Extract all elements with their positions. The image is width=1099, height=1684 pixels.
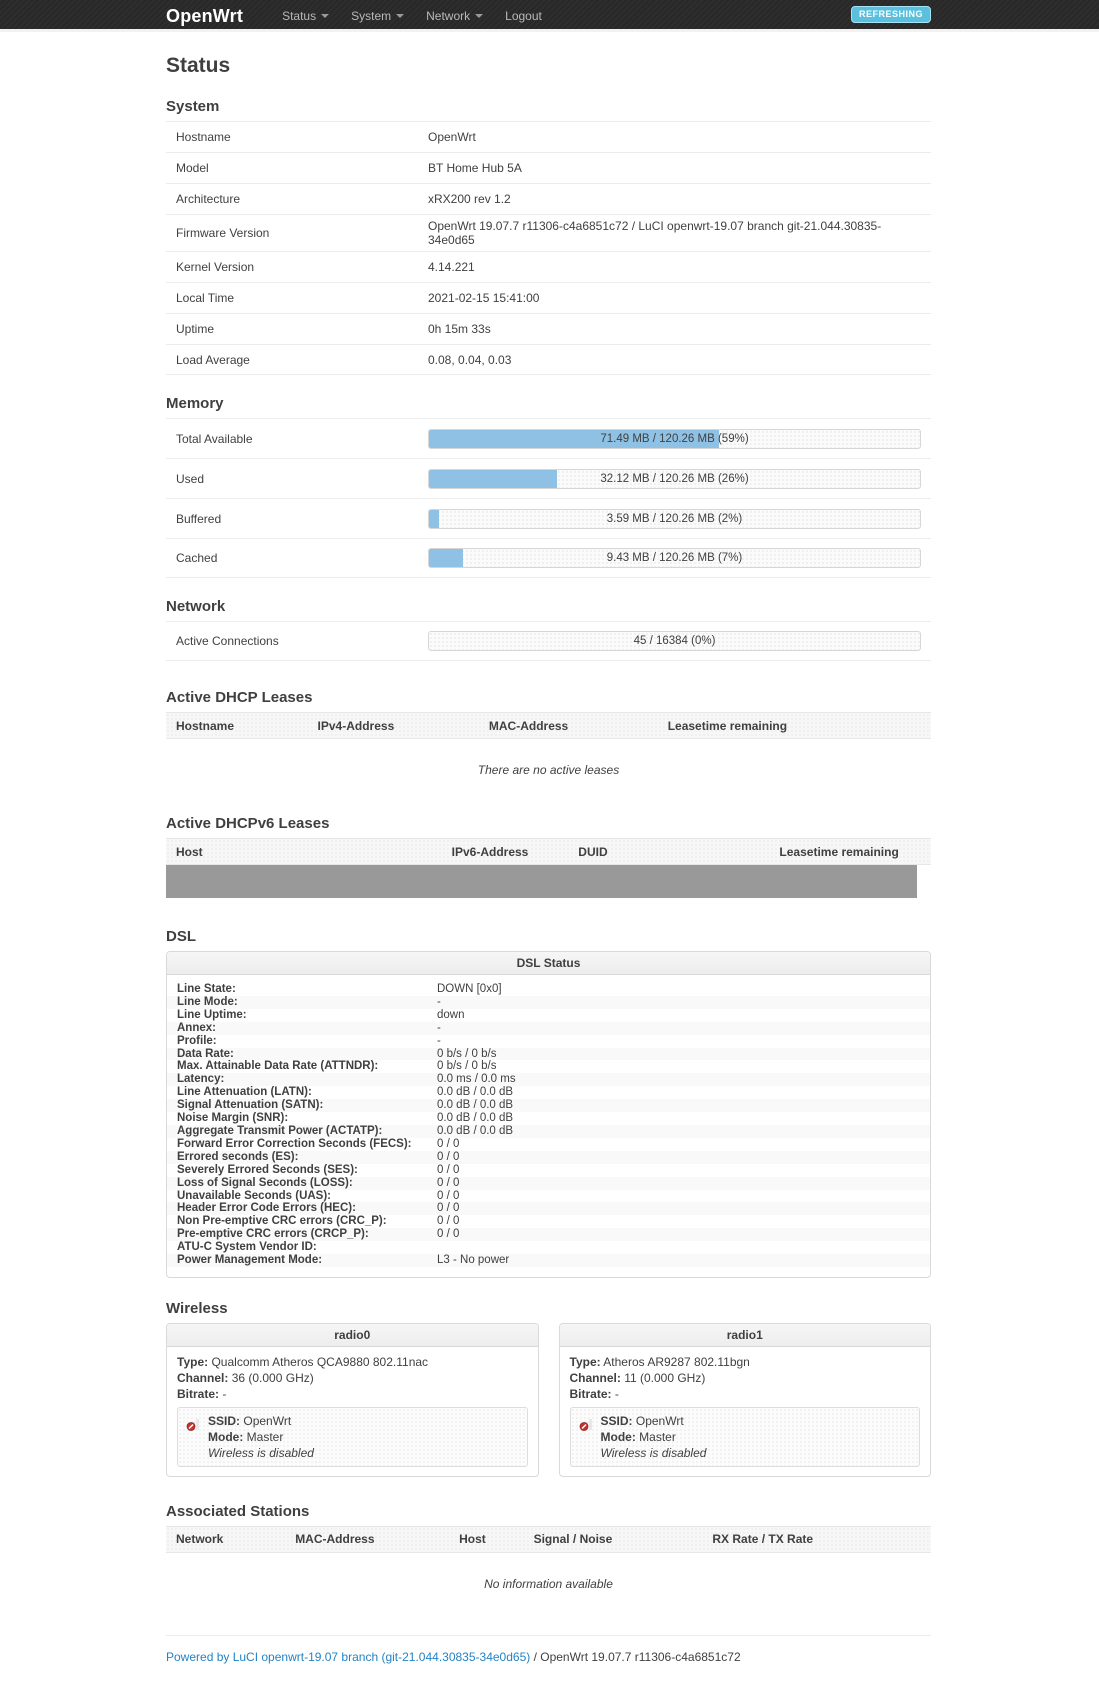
dsl-row-label: Data Rate: — [177, 1047, 234, 1060]
dsl-row-value: 0.0 dB / 0.0 dB — [437, 1124, 514, 1137]
bitrate-value: - — [614, 1386, 619, 1401]
dsl-row-label: Aggregate Transmit Power (ACTATP): — [177, 1124, 383, 1137]
dsl-row-label: Loss of Signal Seconds (LOSS): — [177, 1176, 353, 1189]
ssid-label: SSID: — [600, 1413, 633, 1428]
dsl-status-body — [167, 975, 930, 1277]
dhcpv6-leases-table — [166, 838, 931, 898]
dsl-status-panel — [166, 951, 931, 1278]
nav-link-status[interactable] — [271, 0, 340, 32]
section-heading-network: Network — [166, 598, 226, 615]
dsl-row-label: Non Pre-emptive CRC errors (CRC_P): — [177, 1215, 387, 1228]
nav-item-status — [271, 0, 340, 32]
dsl-row — [167, 1035, 930, 1048]
dsl-row — [167, 1112, 930, 1125]
dhcp-header-cell: Leasetime remaining — [667, 718, 788, 733]
dsl-row-label: Annex: — [177, 1021, 216, 1034]
dsl-status-panel-title: DSL Status — [167, 952, 930, 975]
dsl-row-value: 0 / 0 — [437, 1202, 460, 1215]
dhcpv6-leases-header-row — [166, 838, 931, 865]
dsl-row — [167, 1022, 930, 1035]
dsl-row — [167, 1138, 930, 1151]
dsl-row-value: - — [437, 995, 441, 1008]
dsl-row — [167, 1202, 930, 1215]
dsl-row-label: Latency: — [177, 1073, 225, 1086]
radio1-ssid — [601, 1414, 684, 1428]
dsl-row — [167, 1073, 930, 1086]
radio0-disabled-note: Wireless is disabled — [208, 1445, 314, 1460]
type-value: Qualcomm Atheros QCA9880 802.11nac — [211, 1354, 429, 1369]
radio0-mode — [208, 1430, 283, 1444]
stations-header-cell: Host — [459, 1532, 486, 1547]
dsl-row-value: 0 / 0 — [437, 1228, 460, 1241]
dsl-row-label: Max. Attainable Data Rate (ATTNDR): — [177, 1060, 379, 1073]
dsl-row-label: Line State: — [177, 983, 236, 995]
nav-link-label: Logout — [505, 9, 542, 23]
mode-label: Mode: — [600, 1429, 636, 1444]
dsl-row — [167, 1164, 930, 1177]
dsl-row-label: Unavailable Seconds (UAS): — [177, 1189, 332, 1202]
dsl-row-value: 0.0 ms / 0.0 ms — [437, 1073, 516, 1086]
memory-row-label: Buffered — [176, 511, 222, 526]
dsl-row-value: 0 / 0 — [437, 1150, 460, 1163]
dsl-row — [167, 1060, 930, 1073]
dsl-row-value: 0 / 0 — [437, 1137, 460, 1150]
section-heading-wireless: Wireless — [166, 1299, 228, 1317]
type-label: Type: — [569, 1354, 601, 1369]
section-heading-system: System — [166, 98, 220, 115]
section-heading-dsl: DSL — [166, 928, 196, 945]
dsl-row-label: Severely Errored Seconds (SES): — [177, 1163, 358, 1176]
nav-item-network — [415, 0, 494, 32]
dsl-row — [167, 996, 930, 1009]
memory-row-progressbar — [428, 509, 921, 529]
dsl-row — [167, 983, 930, 996]
memory-row-label: Used — [176, 471, 205, 486]
dhcp-leases-table — [166, 712, 931, 795]
radio1-title: radio1 — [560, 1324, 931, 1347]
system-row-label: Model — [176, 161, 209, 175]
page-title: Status — [166, 54, 231, 77]
dhcpv6-header-cell: Leasetime remaining — [779, 844, 899, 859]
nav-link-logout[interactable] — [494, 0, 553, 32]
radio0-ssid-box[interactable] — [177, 1407, 528, 1467]
nav-link-label: System — [351, 9, 392, 23]
system-row — [166, 121, 931, 152]
dhcp-header-cell: IPv4-Address — [317, 718, 395, 733]
system-row-label: Hostname — [176, 130, 231, 144]
dsl-row-value: 0 / 0 — [437, 1163, 460, 1176]
radio0-title: radio0 — [167, 1324, 538, 1347]
footer-version-text: / OpenWrt 19.07.7 r11306-c4a6851c72 — [530, 1649, 741, 1664]
section-heading-dhcp-leases: Active DHCP Leases — [166, 689, 313, 706]
wireless-card-radio0 — [166, 1323, 539, 1477]
nav-link-system[interactable] — [340, 0, 415, 32]
dsl-row-label: Noise Margin (SNR): — [177, 1112, 289, 1125]
dsl-row — [167, 1215, 930, 1228]
system-row — [166, 152, 931, 183]
refresh-status-badge[interactable]: REFRESHING — [851, 6, 931, 23]
system-row — [166, 183, 931, 214]
nav-menu — [271, 0, 553, 32]
system-row — [166, 214, 931, 251]
memory-row-progressbar — [428, 548, 921, 568]
dsl-row-label: Profile: — [177, 1034, 217, 1047]
ssid-value: OpenWrt — [635, 1413, 684, 1428]
system-row-value: 2021-02-15 15:41:00 — [428, 291, 540, 305]
stations-header-cell: RX Rate / TX Rate — [712, 1532, 814, 1547]
dsl-row-label: Line Attenuation (LATN): — [177, 1086, 312, 1099]
dsl-row-value: L3 - No power — [437, 1254, 510, 1267]
system-row-label: Load Average — [176, 352, 250, 367]
dsl-row — [167, 1241, 930, 1254]
mode-label: Mode: — [208, 1429, 244, 1444]
system-row-label: Firmware Version — [176, 226, 270, 240]
dsl-row-label: Signal Attenuation (SATN): — [177, 1099, 324, 1112]
chevron-down-icon — [396, 14, 404, 18]
dhcpv6-header-cell: DUID — [578, 844, 608, 859]
dsl-row-value: DOWN [0x0] — [437, 983, 502, 995]
progressbar-text: 32.12 MB / 120.26 MB (26%) — [600, 472, 749, 485]
system-row-value: OpenWrt 19.07.7 r11306-c4a6851c72 / LuCI openwrt-19.07 branch git-21.044.30835-34e0d65 — [428, 219, 882, 247]
system-row — [166, 251, 931, 282]
radio0-ssid — [208, 1414, 291, 1428]
bitrate-value: - — [222, 1386, 227, 1401]
network-row-label: Active Connections — [176, 634, 279, 648]
chevron-down-icon — [475, 14, 483, 18]
system-row — [166, 313, 931, 344]
dsl-row — [167, 1254, 930, 1267]
nav-item-logout — [494, 0, 553, 32]
dsl-row-label: Errored seconds (ES): — [177, 1150, 299, 1163]
page-footer — [166, 1635, 931, 1684]
radio1-bitrate — [570, 1386, 921, 1402]
dsl-row-value: 0 b/s / 0 b/s — [437, 1047, 497, 1060]
nav-link-label: Network — [426, 9, 471, 23]
progressbar-text: 45 / 16384 (0%) — [633, 635, 716, 647]
dhcpv6-header-cell: IPv6-Address — [451, 844, 529, 859]
dsl-row — [167, 1099, 930, 1112]
radio1-type — [570, 1354, 921, 1370]
radio1-ssid-box[interactable] — [570, 1407, 921, 1467]
radio1-disabled-note: Wireless is disabled — [600, 1445, 707, 1460]
type-value: Atheros AR9287 802.11bgn — [603, 1354, 750, 1369]
system-row-value: OpenWrt — [428, 130, 476, 144]
memory-row — [166, 498, 931, 538]
dhcp-header-cell: Hostname — [176, 718, 235, 733]
memory-row-progressbar — [428, 429, 921, 449]
radio0-bitrate — [177, 1386, 528, 1402]
dsl-row-label: ATU-C System Vendor ID: — [177, 1241, 317, 1254]
dsl-row-label: Forward Error Correction Seconds (FECS): — [177, 1137, 412, 1150]
dsl-row-label: Header Error Code Errors (HEC): — [177, 1202, 356, 1215]
luci-footer-link[interactable]: Powered by LuCI openwrt-19.07 branch (git-21.044.30835-34e0d65) — [166, 1649, 531, 1664]
dsl-row-label: Power Management Mode: — [177, 1254, 323, 1267]
radio0-channel — [177, 1370, 528, 1386]
ssid-value: OpenWrt — [243, 1413, 292, 1428]
associated-stations-empty-message: No information available — [484, 1576, 613, 1591]
system-row — [166, 344, 931, 375]
system-row-value: xRX200 rev 1.2 — [428, 192, 511, 206]
section-heading-memory: Memory — [166, 395, 224, 412]
brand-logo[interactable]: OpenWrt — [166, 5, 244, 26]
dsl-row — [167, 1009, 930, 1022]
system-row-value: 0.08, 0.04, 0.03 — [428, 352, 512, 367]
system-row — [166, 282, 931, 313]
mode-value: Master — [246, 1429, 284, 1444]
system-row-label: Kernel Version — [176, 260, 255, 274]
dsl-row-value: 0.0 dB / 0.0 dB — [437, 1112, 514, 1125]
dsl-row-value: 0 / 0 — [437, 1176, 460, 1189]
stations-header-cell: Network — [176, 1532, 224, 1547]
system-row-value: BT Home Hub 5A — [428, 161, 522, 175]
dsl-row — [167, 1228, 930, 1241]
system-row-label: Uptime — [176, 322, 215, 336]
dsl-row — [167, 1177, 930, 1190]
dsl-row-label: Line Uptime: — [177, 1008, 247, 1021]
network-row — [166, 621, 931, 661]
memory-row — [166, 538, 931, 578]
dsl-row — [167, 1151, 930, 1164]
dsl-row-value: - — [437, 1021, 441, 1034]
dhcpv6-leases-placeholder-row — [166, 865, 917, 898]
system-row-label: Architecture — [176, 192, 241, 206]
network-table — [166, 621, 931, 661]
section-heading-dhcpv6-leases: Active DHCPv6 Leases — [166, 815, 330, 832]
nav-link-network[interactable] — [415, 0, 494, 32]
memory-row — [166, 458, 931, 498]
progressbar-text: 9.43 MB / 120.26 MB (7%) — [606, 552, 743, 564]
section-heading-associated-stations: Associated Stations — [166, 1502, 310, 1520]
dhcp-leases-empty-message: There are no active leases — [477, 763, 620, 777]
memory-row-progressbar — [428, 469, 921, 489]
progressbar-text: 71.49 MB / 120.26 MB (59%) — [600, 432, 749, 445]
dsl-row-value: 0 / 0 — [437, 1189, 460, 1202]
dsl-row-value: 0.0 dB / 0.0 dB — [437, 1099, 514, 1112]
dsl-row-value — [437, 1241, 920, 1254]
stations-header-cell: MAC-Address — [295, 1532, 375, 1547]
associated-stations-table — [166, 1526, 931, 1609]
memory-table — [166, 418, 931, 578]
bitrate-label: Bitrate: — [177, 1386, 220, 1401]
progressbar-text: 3.59 MB / 120.26 MB (2%) — [606, 512, 743, 525]
nav-link-label: Status — [282, 9, 317, 23]
stations-header-cell: Signal / Noise — [533, 1532, 613, 1547]
associated-stations-header-row — [166, 1526, 931, 1553]
network-row-progressbar — [428, 631, 921, 651]
radio1-mode — [601, 1430, 676, 1444]
radio0-type — [177, 1354, 528, 1370]
dsl-row — [167, 1048, 930, 1061]
dhcp-leases-header-row — [166, 712, 931, 739]
channel-value: 36 (0.000 GHz) — [231, 1370, 314, 1385]
dhcpv6-header-cell: Host — [176, 844, 203, 859]
mode-value: Master — [639, 1429, 676, 1444]
channel-label: Channel: — [569, 1370, 621, 1385]
channel-label: Channel: — [177, 1370, 229, 1385]
system-table — [166, 121, 931, 375]
radio1-channel — [570, 1370, 921, 1386]
dsl-row — [167, 1086, 930, 1099]
system-row-value: 0h 15m 33s — [428, 322, 491, 336]
ssid-label: SSID: — [208, 1413, 241, 1428]
dsl-row-value: 0 / 0 — [437, 1215, 460, 1228]
wifi-disabled-icon — [579, 1413, 601, 1461]
system-row-label: Local Time — [176, 291, 235, 305]
dsl-row-value: - — [437, 1034, 441, 1047]
memory-row-label: Cached — [176, 551, 218, 565]
dsl-row-value: 0 b/s / 0 b/s — [437, 1060, 497, 1073]
memory-row-label: Total Available — [176, 431, 253, 446]
type-label: Type: — [177, 1354, 209, 1369]
chevron-down-icon — [321, 14, 329, 18]
top-navbar — [0, 0, 1099, 32]
memory-row — [166, 418, 931, 458]
dsl-row-label: Line Mode: — [177, 995, 238, 1008]
dsl-row-value: down — [437, 1008, 465, 1021]
dhcp-header-cell: MAC-Address — [488, 718, 569, 733]
wifi-disabled-icon — [186, 1413, 208, 1461]
bitrate-label: Bitrate: — [569, 1386, 612, 1401]
nav-item-system — [340, 0, 415, 32]
dsl-row-label: Pre-emptive CRC errors (CRCP_P): — [177, 1228, 369, 1241]
system-row-value: 4.14.221 — [428, 260, 475, 274]
dsl-row-value: 0.0 dB / 0.0 dB — [437, 1086, 514, 1099]
dsl-row — [167, 1190, 930, 1203]
channel-value: 11 (0.000 GHz) — [624, 1370, 706, 1385]
wireless-card-radio1 — [559, 1323, 932, 1477]
dsl-row — [167, 1125, 930, 1138]
